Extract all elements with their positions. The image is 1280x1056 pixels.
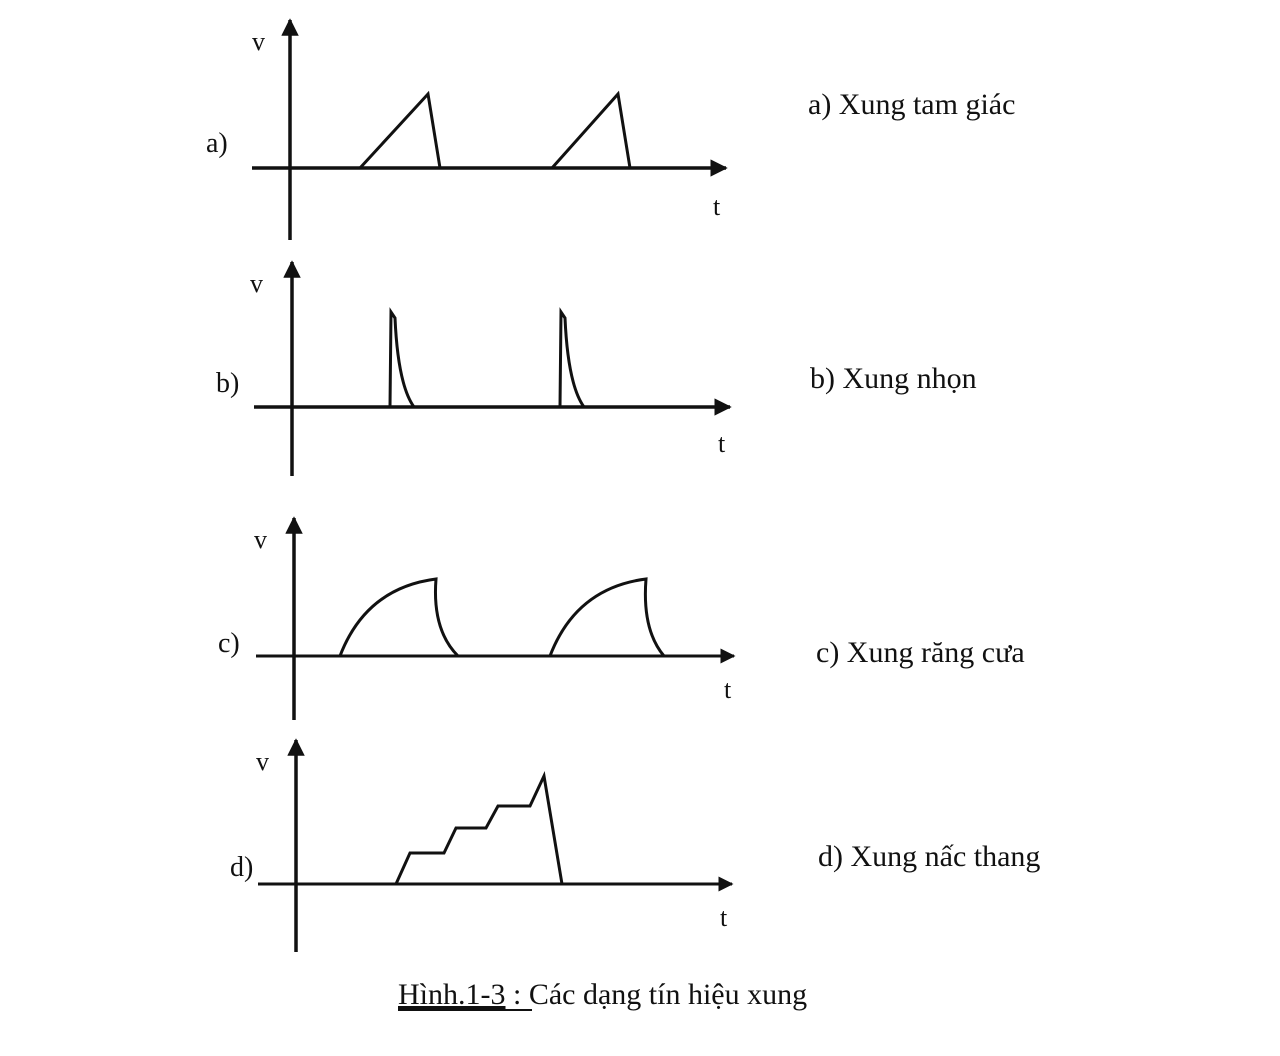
panel-d-tag: d) [230, 852, 254, 883]
panel-c-sawtooth-pulse-2 [550, 579, 664, 656]
panel-a-tag: a) [206, 128, 228, 159]
panel-a [206, 20, 1015, 240]
panel-c-x-label: t [724, 675, 732, 704]
panel-a-description: a) Xung tam giác [808, 88, 1016, 121]
panel-c-description: c) Xung răng cưa [816, 636, 1025, 669]
panel-c-tag: c) [218, 628, 240, 659]
panel-b-tag: b) [216, 368, 240, 399]
panel-c-y-label: v [254, 525, 267, 554]
panel-a-triangle-pulse-1 [360, 94, 440, 168]
panel-c-sawtooth-pulse-1 [340, 579, 458, 656]
panel-d-y-label: v [256, 747, 269, 776]
panel-b [216, 262, 977, 476]
panel-c [218, 518, 1025, 720]
panel-d [230, 740, 1040, 952]
panel-b-y-label: v [250, 269, 263, 298]
panel-d-staircase-pulse [396, 776, 562, 884]
panel-b-spike-pulse-1 [390, 312, 414, 407]
panel-d-x-label: t [720, 903, 728, 932]
panel-b-spike-pulse-2 [560, 312, 584, 407]
figure-caption-ref: Hình.1-3 [398, 978, 506, 1011]
figure-caption-text: : Các dạng tín hiệu xung [505, 978, 808, 1011]
panel-b-description: b) Xung nhọn [810, 362, 977, 395]
panel-a-x-label: t [713, 192, 721, 221]
figure-caption [398, 978, 807, 1011]
panel-b-x-label: t [718, 429, 726, 458]
panel-a-y-label: v [252, 27, 265, 56]
panel-a-triangle-pulse-2 [552, 94, 630, 168]
panel-d-description: d) Xung nấc thang [818, 840, 1041, 873]
